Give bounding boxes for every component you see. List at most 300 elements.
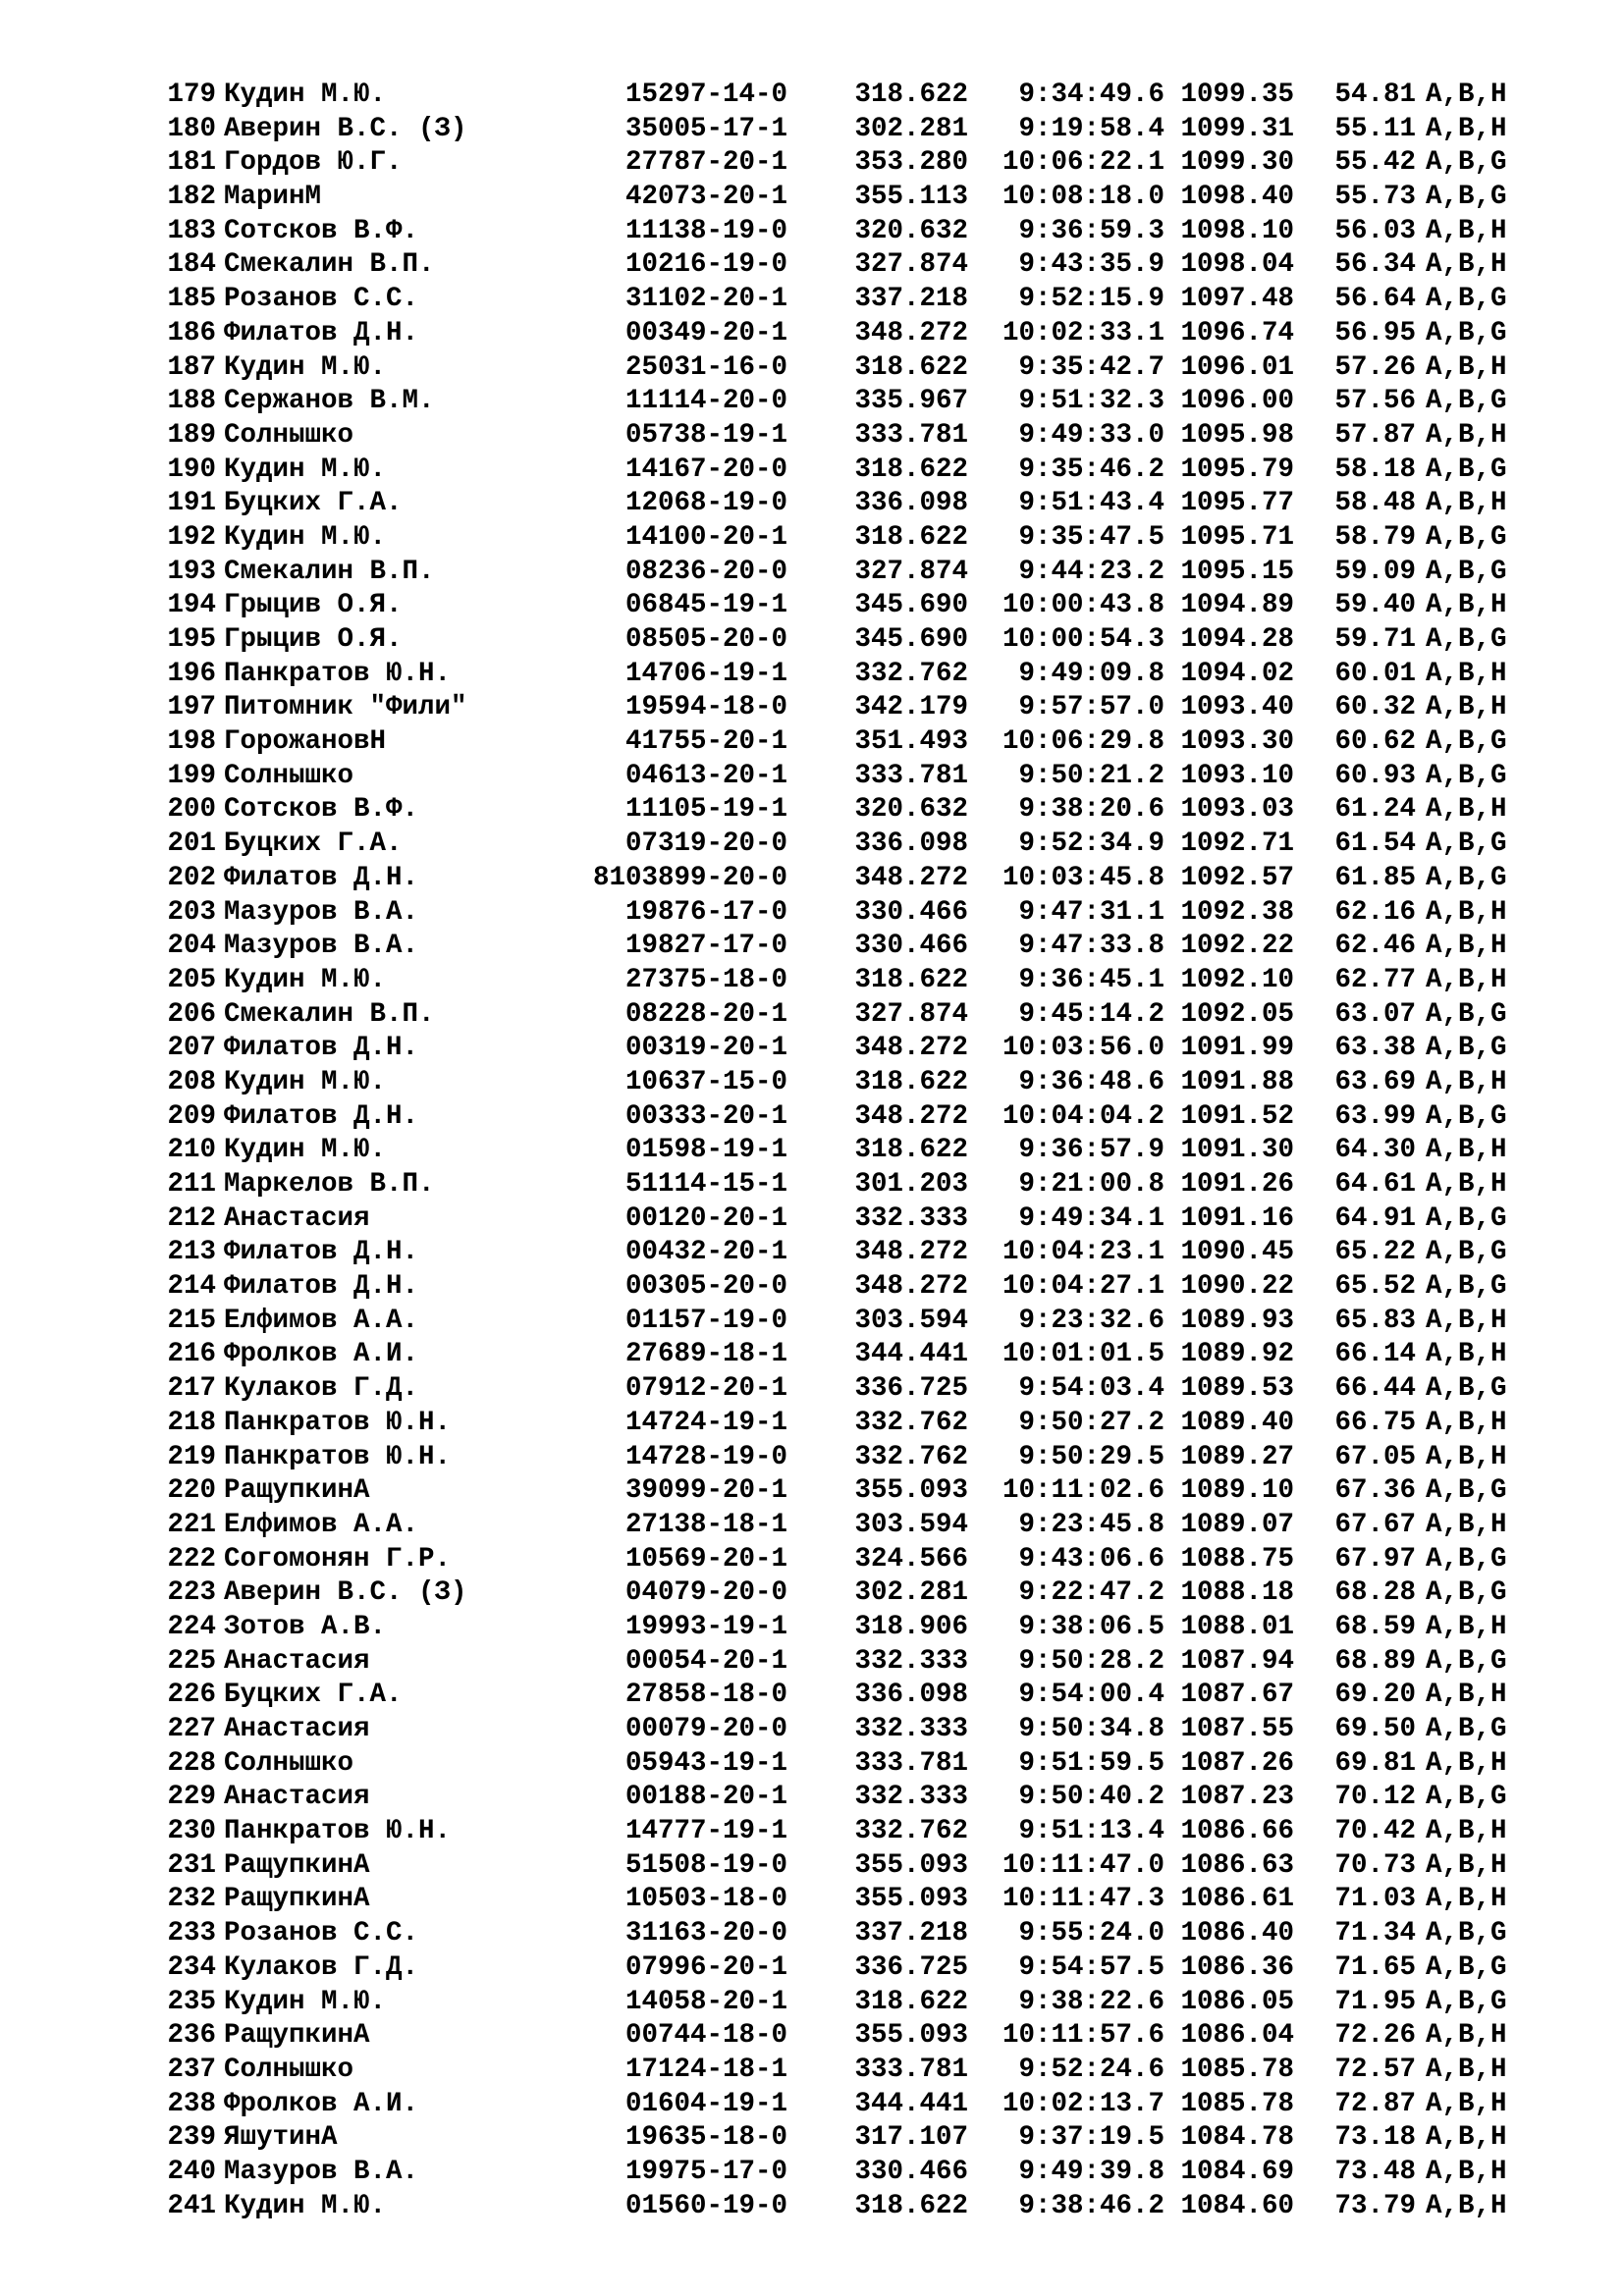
speed: 1094.89: [1180, 590, 1294, 621]
ring-number: 10216-19-0: [624, 249, 787, 281]
arrival-time: 10:11:02.6: [1001, 1475, 1164, 1507]
speed: 1093.03: [1180, 794, 1294, 826]
place-number: 220: [167, 1475, 216, 1507]
speed: 1095.98: [1180, 419, 1294, 451]
table-row: [145, 1713, 1602, 1747]
distance: 318.622: [854, 1135, 968, 1166]
ring-number: 07319-20-0: [624, 828, 787, 860]
distance: 337.218: [854, 1918, 968, 1949]
distance: 302.281: [854, 1577, 968, 1609]
place-number: 188: [167, 386, 216, 417]
place-number: 234: [167, 1951, 216, 1983]
place-number: 214: [167, 1271, 216, 1303]
ring-number: 00744-18-0: [624, 2020, 787, 2052]
class-codes: A,B,H: [1426, 2156, 1507, 2187]
speed: 1094.28: [1180, 624, 1294, 655]
table-row: [145, 1543, 1602, 1577]
points: 56.95: [1334, 317, 1416, 348]
points: 62.16: [1334, 896, 1416, 928]
distance: 336.098: [854, 1680, 968, 1711]
speed: 1089.07: [1180, 1509, 1294, 1540]
table-row: [145, 1883, 1602, 1917]
place-number: 202: [167, 862, 216, 893]
arrival-time: 9:50:27.2: [1018, 1407, 1164, 1438]
fancier-name: Сержанов В.М.: [224, 386, 435, 417]
fancier-name: Смекалин В.П.: [224, 998, 435, 1030]
ring-number: 14058-20-1: [624, 1986, 787, 2017]
speed: 1096.74: [1180, 317, 1294, 348]
table-row: [145, 1338, 1602, 1372]
ring-number: 19827-17-0: [624, 931, 787, 962]
place-number: 194: [167, 590, 216, 621]
distance: 318.622: [854, 521, 968, 553]
fancier-name: Кудин М.Ю.: [224, 454, 387, 485]
distance: 355.093: [854, 1849, 968, 1881]
fancier-name: Мазуров В.А.: [224, 931, 419, 962]
points: 57.26: [1334, 351, 1416, 383]
ring-number: 8103899-20-0: [592, 862, 787, 893]
table-row: [145, 760, 1602, 794]
ring-number: 25031-16-0: [624, 351, 787, 383]
fancier-name: Анастасия: [224, 1202, 370, 1234]
table-row: [145, 1441, 1602, 1475]
ring-number: 07912-20-1: [624, 1373, 787, 1405]
distance: 330.466: [854, 2156, 968, 2187]
ring-number: 06845-19-1: [624, 590, 787, 621]
speed: 1087.67: [1180, 1680, 1294, 1711]
speed: 1099.30: [1180, 147, 1294, 179]
table-row: [145, 79, 1602, 113]
distance: 332.762: [854, 1407, 968, 1438]
points: 71.95: [1334, 1986, 1416, 2017]
speed: 1084.60: [1180, 2190, 1294, 2221]
arrival-time: 9:23:45.8: [1018, 1509, 1164, 1540]
points: 67.36: [1334, 1475, 1416, 1507]
place-number: 180: [167, 113, 216, 144]
table-row: [145, 1951, 1602, 1986]
distance: 344.441: [854, 2088, 968, 2119]
fancier-name: Буцких Г.А.: [224, 828, 403, 860]
ring-number: 00054-20-1: [624, 1645, 787, 1677]
points: 68.59: [1334, 1611, 1416, 1642]
points: 66.14: [1334, 1339, 1416, 1370]
ring-number: 11105-19-1: [624, 794, 787, 826]
place-number: 206: [167, 998, 216, 1030]
place-number: 182: [167, 182, 216, 213]
place-number: 207: [167, 1033, 216, 1064]
points: 64.91: [1334, 1202, 1416, 1234]
points: 61.85: [1334, 862, 1416, 893]
place-number: 228: [167, 1747, 216, 1779]
distance: 333.781: [854, 1747, 968, 1779]
distance: 332.762: [854, 1441, 968, 1472]
place-number: 236: [167, 2020, 216, 2052]
class-codes: A,B,H: [1426, 1135, 1507, 1166]
place-number: 229: [167, 1782, 216, 1813]
class-codes: A,B,G: [1426, 1475, 1507, 1507]
arrival-time: 10:06:22.1: [1001, 147, 1164, 179]
speed: 1089.92: [1180, 1339, 1294, 1370]
table-row: [145, 1576, 1602, 1611]
fancier-name: Согомонян Г.Р.: [224, 1543, 452, 1575]
arrival-time: 9:22:47.2: [1018, 1577, 1164, 1609]
table-row: [145, 1781, 1602, 1815]
fancier-name: Солнышко: [224, 2054, 354, 2085]
ring-number: 08236-20-0: [624, 556, 787, 587]
fancier-name: РащупкинА: [224, 1884, 370, 1915]
speed: 1086.36: [1180, 1951, 1294, 1983]
speed: 1091.99: [1180, 1033, 1294, 1064]
points: 60.01: [1334, 658, 1416, 689]
points: 59.09: [1334, 556, 1416, 587]
ring-number: 17124-18-1: [624, 2054, 787, 2085]
ring-number: 35005-17-1: [624, 113, 787, 144]
class-codes: A,B,G: [1426, 862, 1507, 893]
points: 64.61: [1334, 1169, 1416, 1200]
arrival-time: 9:47:33.8: [1018, 931, 1164, 962]
arrival-time: 10:03:45.8: [1001, 862, 1164, 893]
fancier-name: Кудин М.Ю.: [224, 1066, 387, 1097]
arrival-time: 10:08:18.0: [1001, 182, 1164, 213]
speed: 1085.78: [1180, 2054, 1294, 2085]
distance: 301.203: [854, 1169, 968, 1200]
fancier-name: Солнышко: [224, 1747, 354, 1779]
fancier-name: Питомник "Фили": [224, 692, 467, 723]
place-number: 224: [167, 1611, 216, 1642]
table-row: [145, 521, 1602, 556]
place-number: 185: [167, 284, 216, 315]
fancier-name: РащупкинА: [224, 1475, 370, 1507]
place-number: 218: [167, 1407, 216, 1438]
distance: 348.272: [854, 1033, 968, 1064]
class-codes: A,B,H: [1426, 1441, 1507, 1472]
fancier-name: Кудин М.Ю.: [224, 80, 387, 110]
arrival-time: 9:38:20.6: [1018, 794, 1164, 826]
speed: 1088.75: [1180, 1543, 1294, 1575]
distance: 355.093: [854, 2020, 968, 2052]
table-row: [145, 1407, 1602, 1441]
place-number: 184: [167, 249, 216, 281]
points: 56.64: [1334, 284, 1416, 315]
speed: 1096.01: [1180, 351, 1294, 383]
fancier-name: МаринМ: [224, 182, 322, 213]
fancier-name: Мазуров В.А.: [224, 2156, 419, 2187]
points: 68.89: [1334, 1645, 1416, 1677]
table-row: [145, 2019, 1602, 2054]
arrival-time: 9:35:42.7: [1018, 351, 1164, 383]
points: 56.03: [1334, 215, 1416, 246]
arrival-time: 9:57:57.0: [1018, 692, 1164, 723]
distance: 330.466: [854, 896, 968, 928]
arrival-time: 9:49:34.1: [1018, 1202, 1164, 1234]
points: 70.42: [1334, 1816, 1416, 1847]
class-codes: A,B,G: [1426, 1237, 1507, 1268]
place-number: 212: [167, 1202, 216, 1234]
points: 70.12: [1334, 1782, 1416, 1813]
table-row: [145, 862, 1602, 896]
class-codes: A,B,G: [1426, 317, 1507, 348]
ring-number: 00319-20-1: [624, 1033, 787, 1064]
distance: 336.098: [854, 488, 968, 519]
speed: 1095.77: [1180, 488, 1294, 519]
class-codes: A,B,G: [1426, 1100, 1507, 1132]
ring-number: 00432-20-1: [624, 1237, 787, 1268]
speed: 1092.10: [1180, 964, 1294, 995]
table-row: [145, 1986, 1602, 2020]
fancier-name: Филатов Д.Н.: [224, 1100, 419, 1132]
class-codes: A,B,G: [1426, 998, 1507, 1030]
speed: 1098.10: [1180, 215, 1294, 246]
arrival-time: 9:43:06.6: [1018, 1543, 1164, 1575]
fancier-name: Филатов Д.Н.: [224, 1271, 419, 1303]
class-codes: A,B,H: [1426, 215, 1507, 246]
speed: 1089.27: [1180, 1441, 1294, 1472]
class-codes: A,B,H: [1426, 964, 1507, 995]
ring-number: 31163-20-0: [624, 1918, 787, 1949]
place-number: 222: [167, 1543, 216, 1575]
class-codes: A,B,H: [1426, 351, 1507, 383]
place-number: 213: [167, 1237, 216, 1268]
place-number: 238: [167, 2088, 216, 2119]
arrival-time: 9:49:33.0: [1018, 419, 1164, 451]
place-number: 235: [167, 1986, 216, 2017]
class-codes: A,B,H: [1426, 1611, 1507, 1642]
ring-number: 19594-18-0: [624, 692, 787, 723]
ring-number: 39099-20-1: [624, 1475, 787, 1507]
ring-number: 01598-19-1: [624, 1135, 787, 1166]
speed: 1091.30: [1180, 1135, 1294, 1166]
arrival-time: 9:50:28.2: [1018, 1645, 1164, 1677]
fancier-name: Гордов Ю.Г.: [224, 147, 403, 179]
points: 58.48: [1334, 488, 1416, 519]
speed: 1088.01: [1180, 1611, 1294, 1642]
class-codes: A,B,H: [1426, 1169, 1507, 1200]
place-number: 230: [167, 1816, 216, 1847]
place-number: 239: [167, 2122, 216, 2154]
ring-number: 08228-20-1: [624, 998, 787, 1030]
class-codes: A,B,G: [1426, 624, 1507, 655]
speed: 1086.66: [1180, 1816, 1294, 1847]
speed: 1099.31: [1180, 113, 1294, 144]
speed: 1086.63: [1180, 1849, 1294, 1881]
arrival-time: 10:00:54.3: [1001, 624, 1164, 655]
fancier-name: Елфимов А.А.: [224, 1305, 419, 1336]
place-number: 209: [167, 1100, 216, 1132]
place-number: 181: [167, 147, 216, 179]
class-codes: A,B,G: [1426, 1714, 1507, 1744]
points: 70.73: [1334, 1849, 1416, 1881]
class-codes: A,B,G: [1426, 1577, 1507, 1609]
class-codes: A,B,H: [1426, 794, 1507, 826]
table-row: [145, 964, 1602, 998]
arrival-time: 9:52:34.9: [1018, 828, 1164, 860]
class-codes: A,B,H: [1426, 1407, 1507, 1438]
speed: 1092.57: [1180, 862, 1294, 893]
ring-number: 01157-19-0: [624, 1305, 787, 1336]
ring-number: 15297-14-0: [624, 80, 787, 110]
distance: 318.622: [854, 454, 968, 485]
speed: 1089.10: [1180, 1475, 1294, 1507]
arrival-time: 9:38:22.6: [1018, 1986, 1164, 2017]
arrival-time: 9:43:35.9: [1018, 249, 1164, 281]
distance: 348.272: [854, 1100, 968, 1132]
arrival-time: 9:38:06.5: [1018, 1611, 1164, 1642]
speed: 1086.40: [1180, 1918, 1294, 1949]
place-number: 187: [167, 351, 216, 383]
speed: 1098.40: [1180, 182, 1294, 213]
ring-number: 41755-20-1: [624, 726, 787, 758]
fancier-name: Панкратов Ю.Н.: [224, 658, 452, 689]
distance: 348.272: [854, 1237, 968, 1268]
place-number: 193: [167, 556, 216, 587]
class-codes: A,B,G: [1426, 1918, 1507, 1949]
place-number: 216: [167, 1339, 216, 1370]
speed: 1091.16: [1180, 1202, 1294, 1234]
class-codes: A,B,G: [1426, 1782, 1507, 1813]
class-codes: A,B,G: [1426, 147, 1507, 179]
fancier-name: Филатов Д.Н.: [224, 1237, 419, 1268]
place-number: 189: [167, 419, 216, 451]
class-codes: A,B,H: [1426, 419, 1507, 451]
ring-number: 00305-20-0: [624, 1271, 787, 1303]
place-number: 215: [167, 1305, 216, 1336]
points: 63.99: [1334, 1100, 1416, 1132]
ring-number: 31102-20-1: [624, 284, 787, 315]
ring-number: 11138-19-0: [624, 215, 787, 246]
arrival-time: 9:35:47.5: [1018, 521, 1164, 553]
table-row: [145, 1611, 1602, 1645]
distance: 327.874: [854, 556, 968, 587]
table-row: [145, 419, 1602, 454]
ring-number: 27858-18-0: [624, 1680, 787, 1711]
distance: 336.725: [854, 1373, 968, 1405]
distance: 332.333: [854, 1202, 968, 1234]
table-row: [145, 998, 1602, 1033]
arrival-time: 10:02:33.1: [1001, 317, 1164, 348]
distance: 332.333: [854, 1645, 968, 1677]
speed: 1089.93: [1180, 1305, 1294, 1336]
place-number: 201: [167, 828, 216, 860]
speed: 1086.05: [1180, 1986, 1294, 2017]
speed: 1093.10: [1180, 760, 1294, 791]
points: 56.34: [1334, 249, 1416, 281]
table-row: [145, 2121, 1602, 2156]
table-row: [145, 1305, 1602, 1339]
table-row: [145, 1236, 1602, 1270]
class-codes: A,B,H: [1426, 1747, 1507, 1779]
place-number: 203: [167, 896, 216, 928]
fancier-name: Кудин М.Ю.: [224, 2190, 387, 2221]
fancier-name: Панкратов Ю.Н.: [224, 1407, 452, 1438]
points: 72.57: [1334, 2054, 1416, 2085]
arrival-time: 9:23:32.6: [1018, 1305, 1164, 1336]
distance: 335.967: [854, 386, 968, 417]
class-codes: A,B,H: [1426, 1849, 1507, 1881]
speed: 1099.35: [1180, 80, 1294, 110]
place-number: 192: [167, 521, 216, 553]
fancier-name: Аверин В.С. (З): [224, 1577, 467, 1609]
fancier-name: ГорожановН: [224, 726, 387, 758]
table-row: [145, 556, 1602, 590]
fancier-name: Филатов Д.Н.: [224, 1033, 419, 1064]
ring-number: 12068-19-0: [624, 488, 787, 519]
ring-number: 08505-20-0: [624, 624, 787, 655]
class-codes: A,B,H: [1426, 113, 1507, 144]
distance: 345.690: [854, 624, 968, 655]
fancier-name: Грыцив О.Я.: [224, 624, 403, 655]
place-number: 179: [167, 80, 216, 110]
arrival-time: 10:06:29.8: [1001, 726, 1164, 758]
distance: 318.906: [854, 1611, 968, 1642]
results-table: [145, 79, 1602, 2223]
points: 61.24: [1334, 794, 1416, 826]
speed: 1092.22: [1180, 931, 1294, 962]
place-number: 240: [167, 2156, 216, 2187]
table-row: [145, 1815, 1602, 1849]
speed: 1087.94: [1180, 1645, 1294, 1677]
arrival-time: 9:49:39.8: [1018, 2156, 1164, 2187]
fancier-name: Маркелов В.П.: [224, 1169, 435, 1200]
points: 60.93: [1334, 760, 1416, 791]
fancier-name: Кулаков Г.Д.: [224, 1951, 419, 1983]
points: 63.69: [1334, 1066, 1416, 1097]
class-codes: A,B,H: [1426, 2190, 1507, 2221]
distance: 327.874: [854, 998, 968, 1030]
distance: 355.093: [854, 1884, 968, 1915]
points: 60.62: [1334, 726, 1416, 758]
place-number: 210: [167, 1135, 216, 1166]
points: 59.71: [1334, 624, 1416, 655]
class-codes: A,B,G: [1426, 1202, 1507, 1234]
arrival-time: 9:36:48.6: [1018, 1066, 1164, 1097]
place-number: 227: [167, 1714, 216, 1744]
arrival-time: 9:51:43.4: [1018, 488, 1164, 519]
fancier-name: Фролков А.И.: [224, 2088, 419, 2119]
place-number: 191: [167, 488, 216, 519]
table-row: [145, 930, 1602, 964]
speed: 1087.26: [1180, 1747, 1294, 1779]
table-row: [145, 589, 1602, 623]
place-number: 226: [167, 1680, 216, 1711]
points: 54.81: [1334, 80, 1416, 110]
fancier-name: Елфимов А.А.: [224, 1509, 419, 1540]
class-codes: A,B,G: [1426, 828, 1507, 860]
table-row: [145, 2054, 1602, 2088]
distance: 318.622: [854, 1986, 968, 2017]
speed: 1089.53: [1180, 1373, 1294, 1405]
class-codes: A,B,H: [1426, 2088, 1507, 2119]
table-row: [145, 1100, 1602, 1135]
ring-number: 14728-19-0: [624, 1441, 787, 1472]
distance: 317.107: [854, 2122, 968, 2154]
distance: 303.594: [854, 1305, 968, 1336]
points: 67.97: [1334, 1543, 1416, 1575]
table-row: [145, 283, 1602, 317]
fancier-name: Фролков А.И.: [224, 1339, 419, 1370]
fancier-name: Кудин М.Ю.: [224, 964, 387, 995]
place-number: 204: [167, 931, 216, 962]
points: 61.54: [1334, 828, 1416, 860]
distance: 318.622: [854, 1066, 968, 1097]
points: 57.87: [1334, 419, 1416, 451]
distance: 332.762: [854, 658, 968, 689]
arrival-time: 9:52:15.9: [1018, 284, 1164, 315]
arrival-time: 9:50:34.8: [1018, 1714, 1164, 1744]
fancier-name: Смекалин В.П.: [224, 556, 435, 587]
speed: 1097.48: [1180, 284, 1294, 315]
class-codes: A,B,H: [1426, 590, 1507, 621]
distance: 336.098: [854, 828, 968, 860]
